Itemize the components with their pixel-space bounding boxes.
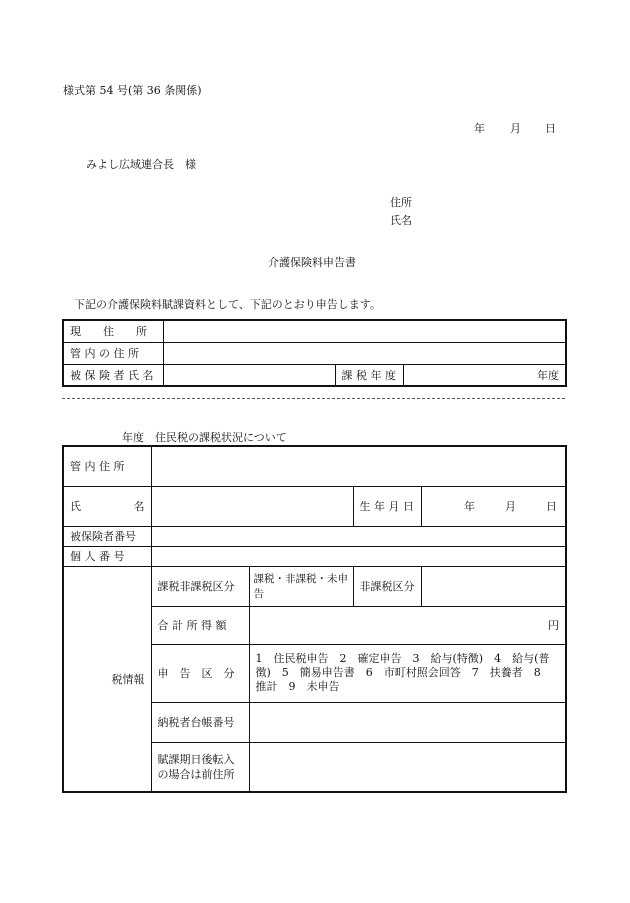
cut-line xyxy=(62,398,565,399)
tax-options: 課税・非課税・未申告 xyxy=(249,566,353,606)
section2-title xyxy=(122,429,287,445)
personal-number-field[interactable] xyxy=(151,546,566,566)
tax-info-label: 税情報 xyxy=(63,566,151,792)
address-label: 住所 xyxy=(390,196,412,209)
declaration-label: 申 告 区 分 xyxy=(151,644,249,702)
insured-name-label: 被 保 険 者 氏 名 xyxy=(63,364,163,386)
section2-year: 年度 xyxy=(122,431,144,444)
taxpayer-number-field[interactable] xyxy=(249,702,566,742)
t2-name-label xyxy=(63,486,151,526)
tax-year-field[interactable] xyxy=(403,364,566,386)
document-title: 介護保険料申告書 xyxy=(268,256,356,269)
prev-address-field[interactable] xyxy=(249,742,566,792)
applicant-table xyxy=(62,319,567,387)
birthdate-field[interactable] xyxy=(421,486,566,526)
insured-name-field[interactable] xyxy=(163,364,335,386)
prev-address-label: 賦課期日後転入の場合は前住所 xyxy=(151,742,249,792)
local-address-field[interactable] xyxy=(163,342,566,364)
current-address-field[interactable] xyxy=(163,320,566,342)
tax-year-label: 課 税 年 度 xyxy=(335,364,403,386)
tax-class-label: 課税非課税区分 xyxy=(151,566,249,606)
year-suffix: 年度 xyxy=(537,368,559,382)
date-day-label: 日 xyxy=(545,122,556,135)
yen-unit: 円 xyxy=(548,619,559,632)
tax-status-table xyxy=(62,445,567,793)
date-month-label: 月 xyxy=(510,122,521,135)
date-year-label: 年 xyxy=(474,122,485,135)
t2-local-address-label: 管 内 住 所 xyxy=(63,446,151,486)
birthdate-label: 生 年 月 日 xyxy=(353,486,421,526)
t2-local-address-field[interactable] xyxy=(151,446,566,486)
total-income-field[interactable] xyxy=(249,606,566,644)
name-label: 氏名 xyxy=(390,214,412,227)
birth-day: 日 xyxy=(546,500,557,513)
insured-number-label: 被保険者番号 xyxy=(63,526,151,546)
nontax-class-label: 非課税区分 xyxy=(353,566,421,606)
t2-name-left: 氏 xyxy=(70,500,81,513)
current-address-label: 現 住 所 xyxy=(63,320,163,342)
birth-year: 年 xyxy=(464,500,475,513)
taxpayer-number-label: 納税者台帳番号 xyxy=(151,702,249,742)
personal-number-label: 個 人 番 号 xyxy=(63,546,151,566)
form-number: 様式第 54 号(第 36 条関係) xyxy=(63,84,202,97)
intro-text: 下記の介護保険料賦課資料として、下記のとおり申告します。 xyxy=(74,298,381,311)
nontax-class-field[interactable] xyxy=(421,566,566,606)
total-income-label: 合 計 所 得 額 xyxy=(151,606,249,644)
section2-text: 住民税の課税状況について xyxy=(155,431,287,444)
t2-name-field[interactable] xyxy=(151,486,353,526)
insured-number-field[interactable] xyxy=(151,526,566,546)
local-address-label: 管 内 の 住 所 xyxy=(63,342,163,364)
addressee: みよし広域連合長 様 xyxy=(86,158,196,171)
birth-month: 月 xyxy=(505,500,516,513)
declaration-options: 1 住民税申告 2 確定申告 3 給与(特徴) 4 給与(普徴) 5 簡易申告書 6 市町村照会回答 7 扶養者 8 推計 9 未申告 xyxy=(249,644,566,702)
t2-name-right: 名 xyxy=(133,500,145,513)
